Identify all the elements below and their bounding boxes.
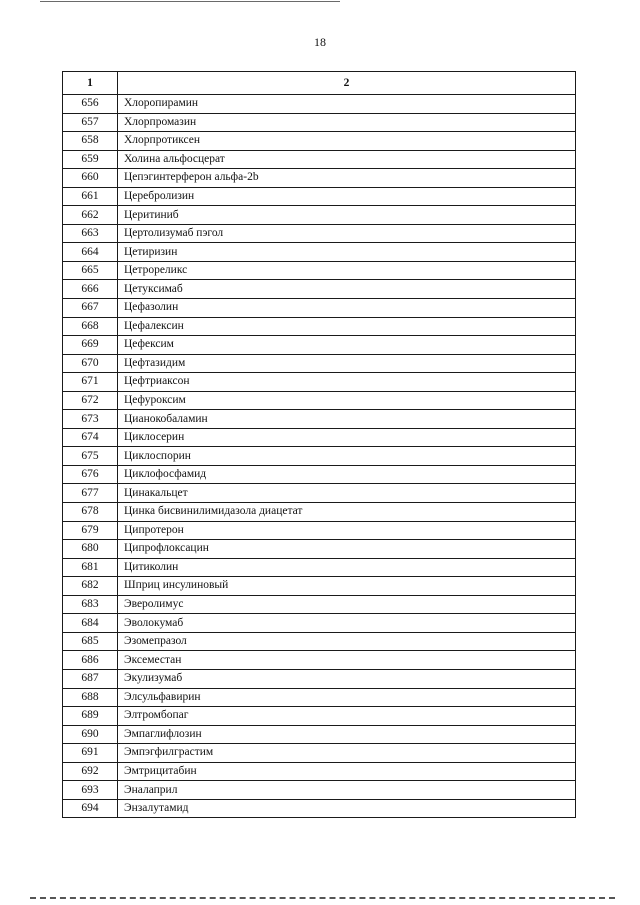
row-number-cell: 669 [63, 336, 118, 355]
table-row [63, 243, 576, 262]
table-row [63, 744, 576, 763]
table-row [63, 224, 576, 243]
row-number-cell: 671 [63, 373, 118, 392]
table-row [63, 781, 576, 800]
row-number-cell: 688 [63, 688, 118, 707]
drug-name-cell: Ципрофлоксацин [118, 540, 576, 559]
drug-name-cell: Эмпаглифлозин [118, 725, 576, 744]
drug-name-cell: Элтромбопаг [118, 707, 576, 726]
row-number-cell: 660 [63, 169, 118, 188]
table-row [63, 373, 576, 392]
drug-name-cell: Ципротерон [118, 521, 576, 540]
table-row [63, 614, 576, 633]
table-row [63, 113, 576, 132]
drug-name-cell: Циклофосфамид [118, 465, 576, 484]
drug-name-cell: Цепэгинтерферон альфа-2b [118, 169, 576, 188]
table-row [63, 651, 576, 670]
row-number-cell: 685 [63, 632, 118, 651]
table-row [63, 150, 576, 169]
row-number-cell: 693 [63, 781, 118, 800]
row-number-cell: 667 [63, 299, 118, 318]
table-row [63, 521, 576, 540]
drug-name-cell: Энзалутамид [118, 799, 576, 818]
drug-name-cell: Цефазолин [118, 299, 576, 318]
table-row [63, 410, 576, 429]
table-body [63, 95, 576, 818]
row-number-cell: 661 [63, 187, 118, 206]
row-number-cell: 692 [63, 762, 118, 781]
drug-name-cell: Эверолимус [118, 595, 576, 614]
row-number-cell: 668 [63, 317, 118, 336]
page-number: 18 [314, 35, 326, 49]
drug-name-cell: Цинка бисвинилимидазола диацетат [118, 503, 576, 522]
table-row [63, 206, 576, 225]
row-number-cell: 658 [63, 132, 118, 151]
row-number-cell: 689 [63, 707, 118, 726]
drug-name-cell: Церитиниб [118, 206, 576, 225]
row-number-cell: 672 [63, 391, 118, 410]
drug-name-cell: Хлорпротиксен [118, 132, 576, 151]
drug-name-cell: Цефтазидим [118, 354, 576, 373]
table-row [63, 540, 576, 559]
table-row [63, 577, 576, 596]
row-number-cell: 656 [63, 95, 118, 114]
table-row [63, 187, 576, 206]
drug-name-cell: Цетрореликс [118, 261, 576, 280]
row-number-cell: 687 [63, 669, 118, 688]
column-header-name: 2 [118, 72, 576, 95]
table-row [63, 261, 576, 280]
table-row [63, 799, 576, 818]
drug-name-cell: Элсульфавирин [118, 688, 576, 707]
row-number-cell: 664 [63, 243, 118, 262]
row-number-cell: 680 [63, 540, 118, 559]
row-number-cell: 684 [63, 614, 118, 633]
drug-name-cell: Эмтрицитабин [118, 762, 576, 781]
drug-list-table [62, 71, 576, 818]
table-row [63, 169, 576, 188]
table-row [63, 595, 576, 614]
drug-name-cell: Цианокобаламин [118, 410, 576, 429]
row-number-cell: 663 [63, 224, 118, 243]
row-number-cell: 681 [63, 558, 118, 577]
table-row [63, 428, 576, 447]
table-row [63, 632, 576, 651]
row-number-cell: 678 [63, 503, 118, 522]
drug-name-cell: Цефалексин [118, 317, 576, 336]
drug-name-cell: Цитиколин [118, 558, 576, 577]
drug-name-cell: Цинакальцет [118, 484, 576, 503]
row-number-cell: 677 [63, 484, 118, 503]
drug-name-cell: Холина альфосцерат [118, 150, 576, 169]
drug-name-cell: Цефуроксим [118, 391, 576, 410]
row-number-cell: 665 [63, 261, 118, 280]
row-number-cell: 676 [63, 465, 118, 484]
table-row [63, 299, 576, 318]
drug-name-cell: Эксеместан [118, 651, 576, 670]
drug-name-cell: Эмпэгфилграстим [118, 744, 576, 763]
drug-name-cell: Хлоропирамин [118, 95, 576, 114]
drug-name-cell: Цефтриаксон [118, 373, 576, 392]
drug-name-cell: Эзомепразол [118, 632, 576, 651]
row-number-cell: 666 [63, 280, 118, 299]
table-row [63, 762, 576, 781]
row-number-cell: 674 [63, 428, 118, 447]
table-row [63, 503, 576, 522]
bottom-divider [30, 897, 615, 899]
row-number-cell: 679 [63, 521, 118, 540]
drug-name-cell: Цертолизумаб пэгол [118, 224, 576, 243]
row-number-cell: 694 [63, 799, 118, 818]
drug-name-cell: Эволокумаб [118, 614, 576, 633]
drug-name-cell: Цетуксимаб [118, 280, 576, 299]
table-row [63, 707, 576, 726]
table-row [63, 669, 576, 688]
table-header-row [63, 72, 576, 95]
drug-name-cell: Церебролизин [118, 187, 576, 206]
table-row [63, 336, 576, 355]
row-number-cell: 682 [63, 577, 118, 596]
row-number-cell: 683 [63, 595, 118, 614]
table-row [63, 688, 576, 707]
drug-name-cell: Эналаприл [118, 781, 576, 800]
row-number-cell: 673 [63, 410, 118, 429]
drug-name-cell: Цетиризин [118, 243, 576, 262]
drug-name-cell: Экулизумаб [118, 669, 576, 688]
table-row [63, 465, 576, 484]
row-number-cell: 691 [63, 744, 118, 763]
table-row [63, 447, 576, 466]
table-row [63, 558, 576, 577]
row-number-cell: 675 [63, 447, 118, 466]
row-number-cell: 657 [63, 113, 118, 132]
table-row [63, 391, 576, 410]
row-number-cell: 662 [63, 206, 118, 225]
table-row [63, 484, 576, 503]
top-divider [40, 1, 340, 2]
row-number-cell: 686 [63, 651, 118, 670]
row-number-cell: 670 [63, 354, 118, 373]
table-row [63, 354, 576, 373]
table-row [63, 132, 576, 151]
row-number-cell: 659 [63, 150, 118, 169]
drug-name-cell: Хлорпромазин [118, 113, 576, 132]
drug-name-cell: Шприц инсулиновый [118, 577, 576, 596]
drug-name-cell: Цефексим [118, 336, 576, 355]
table-row [63, 725, 576, 744]
table-row [63, 317, 576, 336]
drug-name-cell: Циклоспорин [118, 447, 576, 466]
table-row [63, 95, 576, 114]
row-number-cell: 690 [63, 725, 118, 744]
table-row [63, 280, 576, 299]
drug-name-cell: Циклосерин [118, 428, 576, 447]
column-header-number: 1 [63, 72, 118, 95]
